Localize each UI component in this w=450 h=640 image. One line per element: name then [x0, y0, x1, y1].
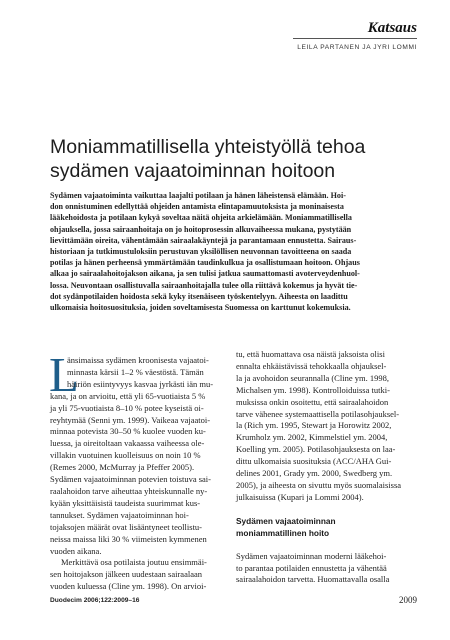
- body-line: delines 2001, Grady ym. 2000, Swedberg ym.: [236, 468, 393, 479]
- abstract-line: alkaa jo sairaalahoitojakson aikana, ja sen tulisi jatkua saumattomasti avoterveydenhuol-: [50, 269, 360, 279]
- body-line: (Remes 2000, McMurray ja Pfeffer 2005).: [50, 462, 195, 473]
- abstract-line: ohjauksella, jossa sairaanhoitaja on jo hoitoprosessin alkuvaiheessa mukana, pystytään: [50, 224, 352, 234]
- abstract-line: potilas ja hänen perheensä ymmärtämään taudinkulkua ja osallistumaan hoitoon. Ohjaus: [50, 258, 360, 268]
- drop-cap: L: [49, 347, 79, 402]
- body-line: Sydämen vajaatoiminnan moderni lääkehoi-: [236, 550, 387, 561]
- page-number: 2009: [399, 595, 417, 605]
- header-rule: [293, 38, 417, 39]
- body-line: reyhtymää (Senni ym. 1999). Vaikeaa vajaatoi-: [50, 414, 211, 425]
- journal-citation: Duodecim 2006;122:2009–16: [50, 597, 140, 604]
- body-line: Michalsen ym. 1998). Kontrolloiduissa tutki-: [236, 384, 390, 395]
- body-line: luessa, ja oireitoltaan vakaassa vaiheessa ole-: [50, 438, 205, 449]
- body-line: la ja avohoidon seurannalla (Cline ym. 1998,: [236, 372, 389, 383]
- body-line: änsimaissa sydämen kroonisesta vajaatoi-: [67, 355, 209, 365]
- body-line: raalahoidon tarve aiheuttaa yhteiskunnalle ny-: [50, 485, 208, 496]
- body-line: ja yli 75-vuotiaista 8–10 % potee kyseistä oi-: [50, 402, 204, 413]
- abstract-line: historiaan ja tutkimustuloksiin perustuvan yksilöllisen neuvonnan tavoitteena on saada: [50, 247, 352, 257]
- body-line: kana, ja on arvioitu, että yli 65-vuotiaista 5 %: [50, 390, 206, 401]
- body-line: minnaa potevista 30–50 % kuolee vuoden ku-: [50, 426, 206, 437]
- body-line: muksissa onkin osoitettu, että sairaalahoidon: [236, 396, 389, 407]
- abstract-line: lossa. Neuvontaan osallistuvalla sairaanhoitajalla tulee olla riittävä kokemus ja hyvät tie-: [50, 280, 358, 290]
- body-line: Merkittävä osa potilaista joutuu ensimmäi-: [61, 557, 207, 568]
- abstract-line: dot sydänpotilaiden hoidosta sekä kyky itsenäiseen työskentelyyn. Aiheesta on laadittu: [50, 291, 348, 301]
- body-line: neissa maissa liki 30 % viimeisten kymmenen: [50, 533, 207, 544]
- body-line: Koelling ym. 2005). Potilasohjauksesta on laa-: [236, 444, 396, 455]
- body-line: Krumholz ym. 2002, Kimmelstiel ym. 2004,: [236, 432, 388, 443]
- spacer: [236, 504, 416, 516]
- abstract-line: don onnistuminen edellyttää ohjeiden antamista elintapamuutoksista ja moninaisesta: [50, 202, 344, 212]
- body-line: tojaksojen määrät ovat lisääntyneet teollistu-: [50, 521, 203, 532]
- author-names: LEILA PARTANEN JA JYRI LOMMI: [297, 44, 417, 51]
- body-line: Sydämen vajaatoiminnan potevien toistuva sai-: [50, 474, 211, 485]
- body-line: la (Rich ym. 1995, Stewart ja Horowitz 2002,: [236, 420, 392, 431]
- body-line: häiriön esiintyvyys kasvaa jyrkästi iän mu-: [67, 378, 214, 389]
- body-line: vuoden kuluessa (Cline ym. 1998). On arvioi-: [50, 581, 207, 592]
- abstract: [50, 190, 414, 313]
- title-line: Moniammatillisella yhteistyöllä tehoa: [50, 136, 366, 158]
- body-line: julkaisuissa (Kupari ja Lommi 2004).: [236, 491, 364, 502]
- body-column-left: [50, 355, 225, 593]
- body-line: dittu ulkomaisia suosituksia (ACC/AHA Gui-: [236, 456, 392, 467]
- abstract-line: lääkehoidosta ja potilaan kykyä soveltaa näitä ohjeita arkielämään. Moniammatillisella: [50, 213, 352, 223]
- subheading: moniammatillinen hoito: [236, 527, 330, 538]
- abstract-line: ulkomaisia hoitosuosituksia, joiden soveltamisesta Suomessa on karttunut kokemuksia.: [50, 303, 351, 313]
- body-line: sairaalahoidon tarvetta. Huomattavalla osalla: [236, 574, 390, 585]
- body-line: tannukset. Sydämen vajaatoiminnan hoi-: [50, 509, 189, 520]
- body-column-right: [236, 349, 416, 586]
- title-line: sydämen vajaatoiminnan hoitoon: [50, 160, 336, 182]
- body-line: minnasta kärsii 1–2 % väestöstä. Tämän: [67, 366, 204, 377]
- article-title: [50, 135, 420, 183]
- body-line: ennalta ehkäistävissä tehokkaalla ohjauksel-: [236, 360, 387, 371]
- spacer: [236, 540, 416, 551]
- section-label: Katsaus: [367, 20, 417, 36]
- body-line: 2005), ja aiheesta on sivuttu myös suomalaisissa: [236, 479, 402, 490]
- body-line: tu, että huomattava osa näistä jaksoista olisi: [236, 349, 385, 359]
- abstract-line: lievittämään oireita, vähentämään sairaalakäyntejä ja parantamaan ennustetta. Sairaus-: [50, 235, 357, 245]
- body-line: sen hoitojakson jälkeen uudestaan sairaalaan: [50, 569, 202, 580]
- body-line: kyään yksittäisistä taudeista suurimmat kus-: [50, 497, 201, 508]
- subheading: Sydämen vajaatoiminnan: [236, 515, 336, 526]
- body-line: to parantaa potilaiden ennustetta ja vähentää: [236, 562, 387, 573]
- body-line: vuoden aikana.: [50, 545, 102, 556]
- abstract-line: Sydämen vajaatoiminta vaikuttaa laajalti potilaan ja hänen läheistensä elämään. Hoi-: [50, 191, 346, 200]
- body-line: villakin vuotuinen kuolleisuus on noin 10 %: [50, 450, 201, 461]
- body-line: tarve vähenee systemaattisella potilasohjauksel-: [236, 408, 400, 419]
